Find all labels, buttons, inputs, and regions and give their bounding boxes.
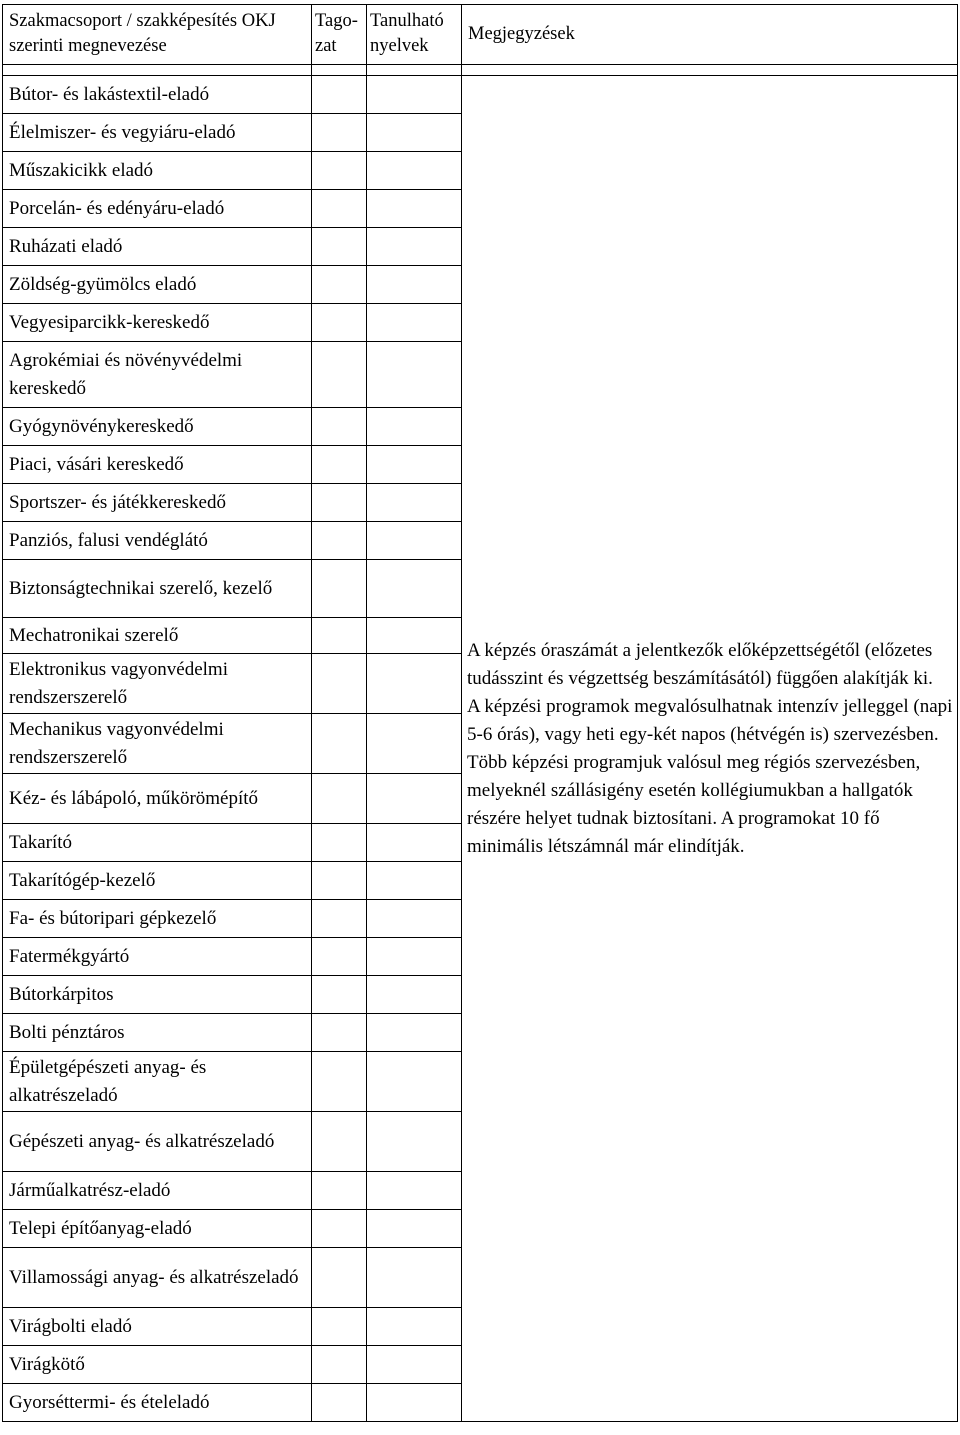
tagozat-cell (312, 938, 367, 976)
tagozat-cell (312, 304, 367, 342)
qualification-name: Telepi építőanyag-eladó (3, 1210, 312, 1248)
tagozat-cell (312, 976, 367, 1014)
languages-cell (367, 1112, 462, 1172)
languages-cell (367, 522, 462, 560)
tagozat-cell (312, 1172, 367, 1210)
languages-cell (367, 1384, 462, 1422)
qualification-name: Piaci, vásári kereskedő (3, 446, 312, 484)
languages-cell (367, 342, 462, 408)
qualification-name: Mechatronikai szerelő (3, 618, 312, 654)
languages-cell (367, 1248, 462, 1308)
header-notes: Megjegyzések (462, 5, 958, 65)
tagozat-cell (312, 1052, 367, 1112)
qualification-name: Porcelán- és edényáru-eladó (3, 190, 312, 228)
languages-cell (367, 824, 462, 862)
course-table-sheet (2, 4, 958, 1422)
qualification-name: Villamossági anyag- és alkatrészeladó (3, 1248, 312, 1308)
tagozat-cell (312, 76, 367, 114)
tagozat-cell (312, 152, 367, 190)
qualification-name: Fa- és bútoripari gépkezelő (3, 900, 312, 938)
note-paragraph: Több képzési programjuk valósul meg régiós szervezésben, melyeknél szállásigény esetén kollégiumukban a hallgatók részére helyet tudnak biztosítani. A programokat 10 fő minimális létszámnál már elindítják. (467, 751, 921, 857)
languages-cell (367, 408, 462, 446)
tagozat-cell (312, 522, 367, 560)
header-row (3, 5, 958, 65)
tagozat-cell (312, 228, 367, 266)
tagozat-cell (312, 408, 367, 446)
tagozat-cell (312, 1248, 367, 1308)
languages-cell (367, 446, 462, 484)
qualification-name: Gyorséttermi- és ételeladó (3, 1384, 312, 1422)
languages-cell (367, 1210, 462, 1248)
header-languages: Tanulható nyelvek (367, 5, 462, 65)
qualification-name: Bútorkárpitos (3, 976, 312, 1014)
languages-cell (367, 76, 462, 114)
qualification-name: Fatermékgyártó (3, 938, 312, 976)
languages-cell (367, 560, 462, 618)
qualification-name: Virágkötő (3, 1346, 312, 1384)
qualification-name: Bolti pénztáros (3, 1014, 312, 1052)
qualification-name: Kéz- és lábápoló, műkörömépítő (3, 774, 312, 824)
qualification-name: Műszakicikk eladó (3, 152, 312, 190)
languages-cell (367, 228, 462, 266)
languages-cell (367, 938, 462, 976)
tagozat-cell (312, 824, 367, 862)
languages-cell (367, 1308, 462, 1346)
tagozat-cell (312, 774, 367, 824)
course-table (2, 4, 958, 1422)
tagozat-cell (312, 714, 367, 774)
tagozat-cell (312, 1384, 367, 1422)
qualification-name: Takarítógép-kezelő (3, 862, 312, 900)
qualification-name: Panziós, falusi vendéglátó (3, 522, 312, 560)
qualification-name: Elektronikus vagyonvédelmi rendszerszerelő (3, 654, 312, 714)
tagozat-cell (312, 484, 367, 522)
qualification-name: Biztonságtechnikai szerelő, kezelő (3, 560, 312, 618)
languages-cell (367, 714, 462, 774)
tagozat-cell (312, 654, 367, 714)
languages-cell (367, 618, 462, 654)
qualification-name: Zöldség-gyümölcs eladó (3, 266, 312, 304)
languages-cell (367, 152, 462, 190)
qualification-name: Virágbolti eladó (3, 1308, 312, 1346)
qualification-name: Agrokémiai és növényvédelmi kereskedő (3, 342, 312, 408)
qualification-name: Járműalkatrész-eladó (3, 1172, 312, 1210)
table-row (3, 76, 958, 114)
languages-cell (367, 1014, 462, 1052)
note-paragraph: A képzés óraszámát a jelentkezők előképzettségétől (előzetes tudásszint és végzettség beszámításától) függően alakítják ki. (467, 639, 933, 689)
languages-cell (367, 1172, 462, 1210)
tagozat-cell (312, 266, 367, 304)
tagozat-cell (312, 862, 367, 900)
tagozat-cell (312, 1346, 367, 1384)
notes-cell (462, 76, 958, 1422)
tagozat-cell (312, 618, 367, 654)
languages-cell (367, 114, 462, 152)
header-tagozat: Tago-zat (312, 5, 367, 65)
qualification-name: Bútor- és lakástextil-eladó (3, 76, 312, 114)
note-paragraph: A képzési programok megvalósulhatnak intenzív jelleggel (napi 5-6 órás), vagy heti egy-két napos (hétvégén is) szervezésben. (467, 695, 953, 745)
languages-cell (367, 900, 462, 938)
languages-cell (367, 1346, 462, 1384)
header-name: Szakmacsoport / szakképesítés OKJ szerinti megnevezése (3, 5, 312, 65)
languages-cell (367, 304, 462, 342)
qualification-name: Gépészeti anyag- és alkatrészeladó (3, 1112, 312, 1172)
languages-cell (367, 654, 462, 714)
languages-cell (367, 190, 462, 228)
qualification-name: Gyógynövénykereskedő (3, 408, 312, 446)
languages-cell (367, 774, 462, 824)
tagozat-cell (312, 114, 367, 152)
tagozat-cell (312, 342, 367, 408)
qualification-name: Élelmiszer- és vegyiáru-eladó (3, 114, 312, 152)
languages-cell (367, 1052, 462, 1112)
tagozat-cell (312, 560, 367, 618)
tagozat-cell (312, 1014, 367, 1052)
qualification-name: Sportszer- és játékkereskedő (3, 484, 312, 522)
qualification-name: Vegyesiparcikk-kereskedő (3, 304, 312, 342)
tagozat-cell (312, 190, 367, 228)
tagozat-cell (312, 1308, 367, 1346)
tagozat-cell (312, 1112, 367, 1172)
tagozat-cell (312, 900, 367, 938)
qualification-name: Mechanikus vagyonvédelmi rendszerszerelő (3, 714, 312, 774)
tagozat-cell (312, 1210, 367, 1248)
tagozat-cell (312, 446, 367, 484)
spacer-row (3, 65, 958, 76)
languages-cell (367, 484, 462, 522)
languages-cell (367, 976, 462, 1014)
qualification-name: Ruházati eladó (3, 228, 312, 266)
qualification-name: Épületgépészeti anyag- és alkatrészeladó (3, 1052, 312, 1112)
languages-cell (367, 266, 462, 304)
languages-cell (367, 862, 462, 900)
qualification-name: Takarító (3, 824, 312, 862)
